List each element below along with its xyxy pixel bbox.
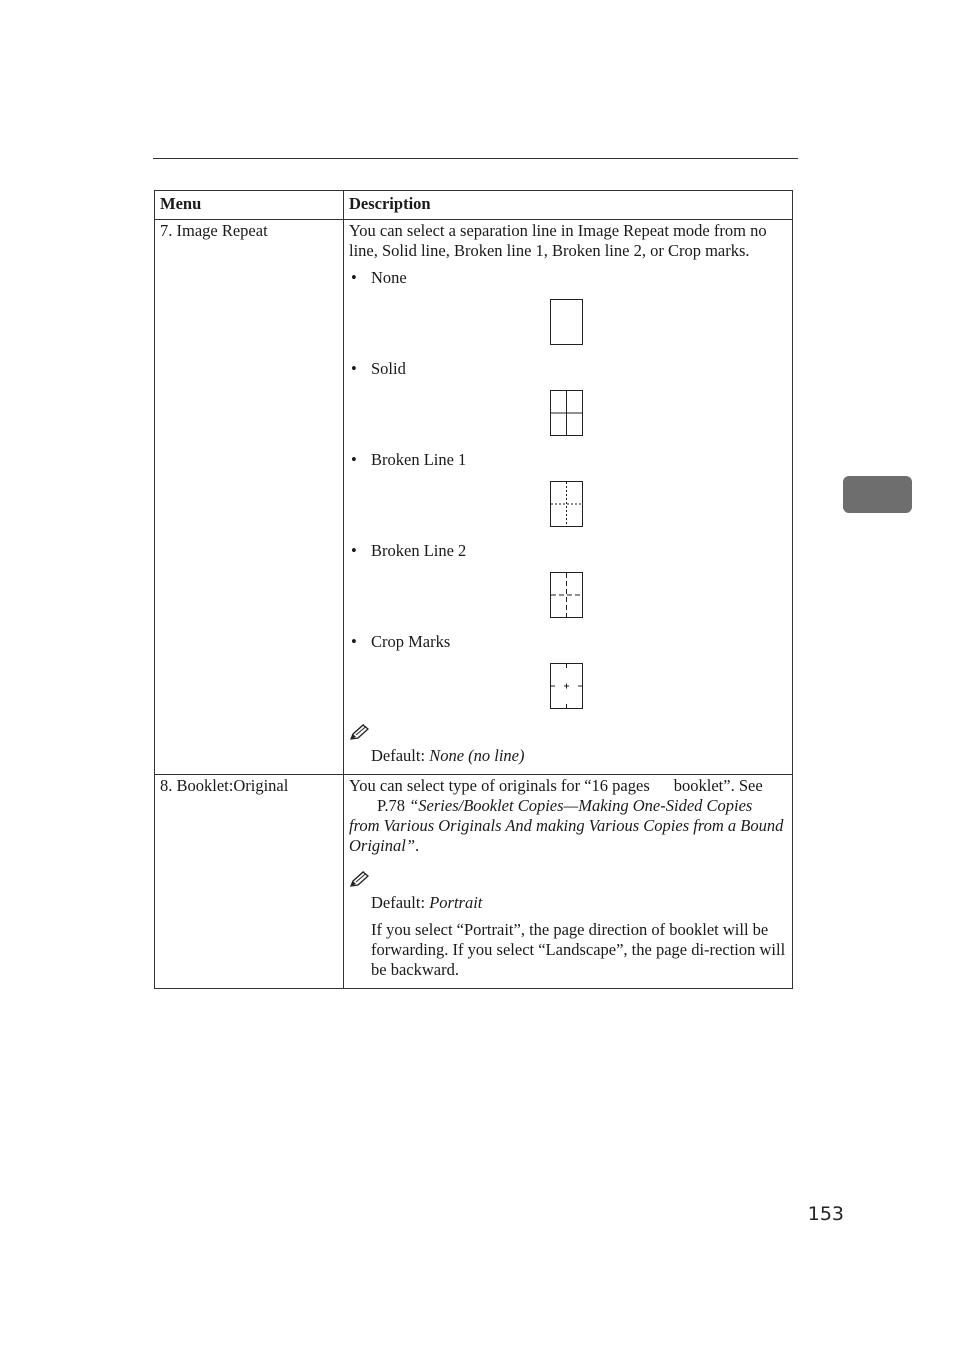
table-row-booklet-original <box>155 775 793 989</box>
page-broken-line-2-icon <box>550 572 584 618</box>
header-rule <box>153 158 798 159</box>
booklet-intro-part-1: You can select type of originals for “16 pages <box>349 776 650 795</box>
menu-image-repeat: 7. Image Repeat <box>155 220 344 775</box>
image-repeat-intro: You can select a separation line in Image Repeat mode from no line, Solid line, Broken line 1, Broken line 2, or Crop marks. <box>349 221 767 260</box>
figure-broken-line-2 <box>349 572 786 618</box>
option-broken-line-1-label: • Broken Line 1 <box>349 450 786 470</box>
pencil-note-icon <box>349 870 371 888</box>
booklet-intro <box>349 776 786 856</box>
see-end: . <box>415 836 420 855</box>
table-header-row <box>155 191 793 220</box>
default-value: None (no line) <box>429 746 525 765</box>
figure-solid <box>349 390 786 436</box>
header-menu: Menu <box>155 191 344 220</box>
description-booklet-original <box>344 775 793 989</box>
table-row-image-repeat <box>155 220 793 775</box>
description-image-repeat <box>344 220 793 775</box>
default-value: Portrait <box>429 893 483 912</box>
page-crop-marks-icon <box>550 663 584 709</box>
figure-broken-line-1 <box>349 481 786 527</box>
option-broken-line-2-label: • Broken Line 2 <box>349 541 786 561</box>
menu-booklet-original: 8. Booklet:Original <box>155 775 344 989</box>
page-solid-line-icon <box>550 390 584 436</box>
page-no-line-icon <box>550 299 584 345</box>
default-label: Default: <box>371 746 426 765</box>
option-solid-label: • Solid <box>349 359 786 379</box>
booklet-default <box>349 893 786 913</box>
page-broken-line-1-icon <box>550 481 584 527</box>
option-none-label: • None <box>349 268 786 288</box>
booklet-direction-note: If you select “Portrait”, the page direction of booklet will be forwarding. If you select “Landscape”, the page di-rection will be backward. <box>371 920 786 979</box>
image-repeat-default <box>349 746 786 766</box>
header-description: Description <box>344 191 793 220</box>
see-label: See <box>738 776 763 795</box>
option-crop-marks-label: • Crop Marks <box>349 632 786 652</box>
chapter-tab <box>843 476 912 513</box>
menu-table <box>154 190 793 989</box>
booklet-intro-part-2: booklet”. <box>673 776 735 795</box>
see-reference-title: “Series/Booklet Copies—Making One-Sided Copies from Various Originals And making Various Copies from a Bound Original” <box>349 796 784 855</box>
see-page-link[interactable]: P.78 <box>377 796 405 815</box>
figure-crop-marks <box>349 663 786 709</box>
figure-none <box>349 299 786 345</box>
pencil-note-icon <box>349 723 371 741</box>
page-number: 153 <box>807 1203 844 1225</box>
default-label: Default: <box>371 893 426 912</box>
